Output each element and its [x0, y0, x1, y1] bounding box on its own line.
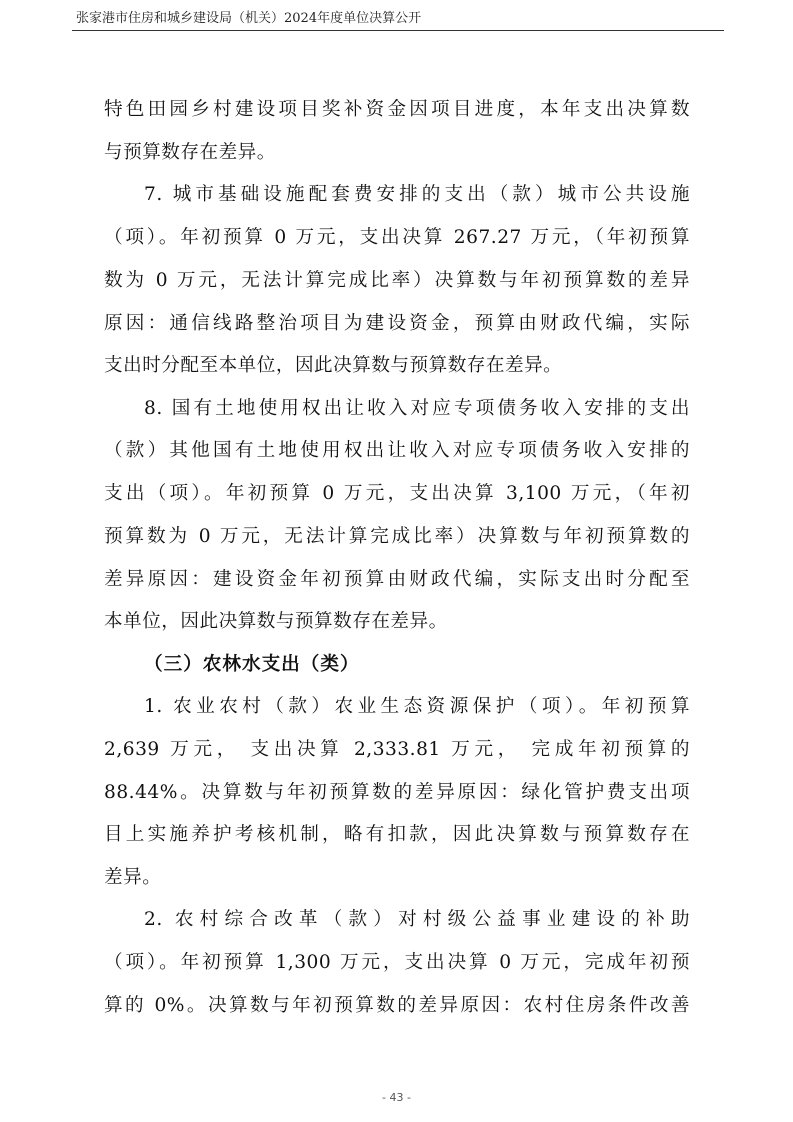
paragraph-line: （项）。年初预算 1,300 万元，支出决算 0 万元，完成年初预: [104, 952, 690, 973]
paragraph-line: 差异。: [104, 867, 162, 888]
page-number: - 43 -: [382, 1091, 411, 1104]
paragraph-line: （项）。年初预算 0 万元，支出决算 267.27 万元，（年初预算: [104, 227, 690, 248]
paragraph-line: 1. 农业农村（款）农业生态资源保护（项）。年初预算: [144, 696, 690, 717]
paragraph-line: 本单位，因此决算数与预算数存在差异。: [104, 611, 448, 632]
paragraph-line: 算的 0%。决算数与年初预算数的差异原因：农村住房条件改善: [104, 995, 690, 1016]
paragraph-line: 差异原因：建设资金年初预算由财政代编，实际支出时分配至: [104, 569, 690, 590]
paragraph-line: 2,639 万元， 支出决算 2,333.81 万元， 完成年初预算的: [104, 739, 690, 760]
section-heading: （三）农林水支出（类）: [144, 654, 360, 675]
paragraph-line: 7. 城市基础设施配套费安排的支出（款）城市公共设施: [144, 184, 690, 205]
paragraph-line: 88.44%。决算数与年初预算数的差异原因：绿化管护费支出项: [104, 782, 690, 803]
paragraph-line: 8. 国有土地使用权出让收入对应专项债务收入安排的支出: [144, 398, 690, 419]
paragraph-line: 预算数为 0 万元，无法计算完成比率）决算数与年初预算数的: [104, 526, 690, 547]
paragraph-line: 支出（项）。年初预算 0 万元，支出决算 3,100 万元，（年初: [104, 483, 690, 504]
paragraph-line: 支出时分配至本单位，因此决算数与预算数存在差异。: [104, 355, 563, 376]
paragraph-line: 2. 农村综合改革（款）对村级公益事业建设的补助: [144, 909, 690, 930]
paragraph-line: 特色田园乡村建设项目奖补资金因项目进度，本年支出决算数: [104, 99, 690, 120]
header-rule: [72, 30, 724, 31]
paragraph-line: （款）其他国有土地使用权出让收入对应专项债务收入安排的: [104, 440, 690, 461]
paragraph-line: 与预算数存在差异。: [104, 142, 276, 163]
paragraph-line: 目上实施养护考核机制，略有扣款，因此决算数与预算数存在: [104, 824, 690, 845]
paragraph-line: 数为 0 万元，无法计算完成比率）决算数与年初预算数的差异: [104, 270, 690, 291]
paragraph-line: 原因：通信线路整治项目为建设资金，预算由财政代编，实际: [104, 313, 690, 334]
page-header: 张家港市住房和城乡建设局（机关）2024年度单位决算公开: [76, 11, 422, 26]
